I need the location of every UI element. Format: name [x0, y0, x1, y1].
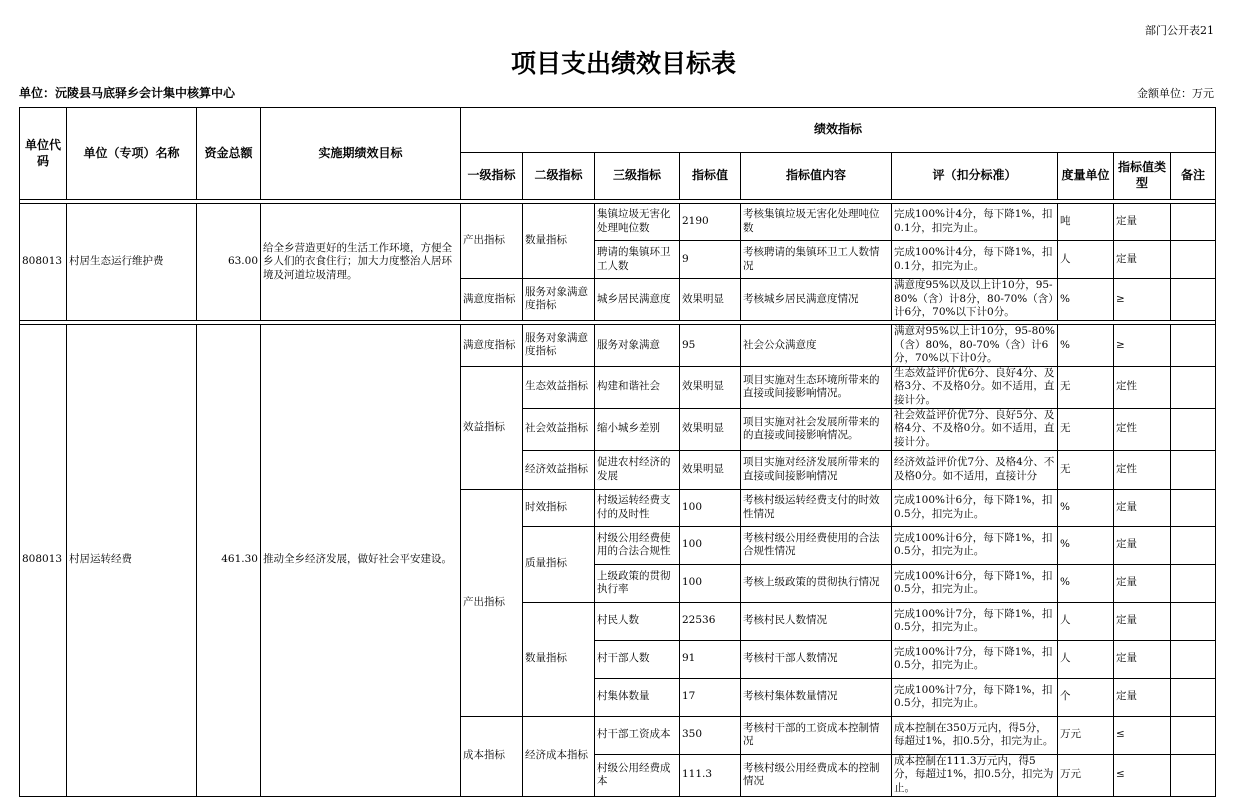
- cell-level2: 时效指标: [523, 489, 595, 526]
- cell-remark: [1171, 489, 1216, 526]
- cell-type: ≤: [1114, 716, 1171, 754]
- cell-level3: 促进农村经济的发展: [595, 450, 680, 489]
- header-content: 指标值内容: [741, 153, 892, 200]
- cell-type: 定性: [1114, 366, 1171, 408]
- cell-unit: 吨: [1058, 204, 1114, 241]
- cell-level3: 上级政策的贯彻执行率: [595, 564, 680, 602]
- cell-remark: [1171, 564, 1216, 602]
- cell-value: 111.3: [680, 754, 741, 796]
- cell-value: 效果明显: [680, 366, 741, 408]
- cell-criteria: 成本控制在350万元内，得5分，每超过1%，扣0.5分，扣完为止。: [892, 716, 1058, 754]
- cell-content: 项目实施对生态环境所带来的直接或间接影响情况。: [741, 366, 892, 408]
- cell-value: 91: [680, 640, 741, 678]
- cell-value: 100: [680, 489, 741, 526]
- cell-name: 村居生态运行维护费: [67, 204, 197, 321]
- cell-remark: [1171, 324, 1216, 366]
- cell-value: 17: [680, 678, 741, 716]
- cell-level2: 数量指标: [523, 602, 595, 716]
- cell-goal: 推动全乡经济发展，做好社会平安建设。: [261, 324, 461, 796]
- header-level3: 三级指标: [595, 153, 680, 200]
- cell-unit: %: [1058, 489, 1114, 526]
- cell-criteria: 成本控制在111.3万元内，得5分，每超过1%，扣0.5分，扣完为止。: [892, 754, 1058, 796]
- cell-name: 村居运转经费: [67, 324, 197, 796]
- cell-type: 定量: [1114, 640, 1171, 678]
- header-remark: 备注: [1171, 153, 1216, 200]
- cell-level1: 成本指标: [461, 716, 523, 796]
- cell-value: 100: [680, 564, 741, 602]
- cell-unit: 个: [1058, 678, 1114, 716]
- table-row: [20, 204, 1216, 241]
- header-level1: 一级指标: [461, 153, 523, 200]
- cell-value: 100: [680, 526, 741, 564]
- cell-value: 效果明显: [680, 408, 741, 450]
- cell-type: 定量: [1114, 526, 1171, 564]
- cell-level3: 聘请的集镇环卫工人数: [595, 241, 680, 279]
- cell-content: 考核聘请的集镇环卫工人数情况: [741, 241, 892, 279]
- cell-level3: 村集体数量: [595, 678, 680, 716]
- cell-level3: 缩小城乡差别: [595, 408, 680, 450]
- cell-level1: 满意度指标: [461, 324, 523, 366]
- cell-level1: 产出指标: [461, 204, 523, 279]
- cell-remark: [1171, 366, 1216, 408]
- cell-type: 定量: [1114, 489, 1171, 526]
- cell-content: 考核村干部的工资成本控制情况: [741, 716, 892, 754]
- cell-type: 定量: [1114, 602, 1171, 640]
- cell-type: 定性: [1114, 408, 1171, 450]
- cell-type: ≤: [1114, 754, 1171, 796]
- cell-level3: 村干部人数: [595, 640, 680, 678]
- cell-level3: 村干部工资成本: [595, 716, 680, 754]
- cell-unit: 无: [1058, 450, 1114, 489]
- cell-remark: [1171, 678, 1216, 716]
- cell-level2: 服务对象满意度指标: [523, 324, 595, 366]
- cell-unit: %: [1058, 324, 1114, 366]
- header-measure-unit: 度量单位: [1058, 153, 1114, 200]
- cell-content: 考核村级公用经费成本的控制情况: [741, 754, 892, 796]
- cell-level2: 质量指标: [523, 526, 595, 602]
- cell-value: 9: [680, 241, 741, 279]
- cell-criteria: 完成100%计6分，每下降1%，扣0.5分，扣完为止。: [892, 564, 1058, 602]
- cell-level1: 产出指标: [461, 489, 523, 716]
- header-indicators: 绩效指标: [461, 108, 1216, 153]
- cell-content: 项目实施对经济发展所带来的直接或间接影响情况: [741, 450, 892, 489]
- cell-level1: 满意度指标: [461, 279, 523, 321]
- cell-criteria: 完成100%计4分，每下降1%，扣0.1分，扣完为止。: [892, 204, 1058, 241]
- organization-unit: 单位：沅陵县马底驿乡会计集中核算中心: [19, 86, 236, 100]
- cell-type: ≥: [1114, 279, 1171, 321]
- header-total: 资金总额: [197, 108, 261, 200]
- header-level2: 二级指标: [523, 153, 595, 200]
- cell-unit: 人: [1058, 602, 1114, 640]
- cell-criteria: 完成100%计6分，每下降1%，扣0.5分，扣完为止。: [892, 526, 1058, 564]
- cell-criteria: 完成100%计6分，每下降1%，扣0.5分，扣完为止。: [892, 489, 1058, 526]
- cell-remark: [1171, 450, 1216, 489]
- cell-amount: 63.00: [197, 204, 261, 321]
- cell-criteria: 生态效益评价优6分、良好4分、及格3分、不及格0分。如不适用，直接计分。: [892, 366, 1058, 408]
- cell-criteria: 满意度95%以及以上计10分，95-80%（含）计8分，80-70%（含）计6分，70%以下计0分。: [892, 279, 1058, 321]
- cell-level2: 服务对象满意度指标: [523, 279, 595, 321]
- cell-remark: [1171, 204, 1216, 241]
- cell-content: 考核城乡居民满意度情况: [741, 279, 892, 321]
- cell-content: 考核上级政策的贯彻执行情况: [741, 564, 892, 602]
- cell-value: 效果明显: [680, 279, 741, 321]
- cell-content: 考核村级运转经费支付的时效性情况: [741, 489, 892, 526]
- cell-level2: 数量指标: [523, 204, 595, 279]
- header-goal: 实施期绩效目标: [261, 108, 461, 200]
- cell-level3: 村级公用经费成本: [595, 754, 680, 796]
- cell-code: 808013: [20, 204, 67, 321]
- cell-level1: 效益指标: [461, 366, 523, 489]
- cell-criteria: 完成100%计4分，每下降1%，扣0.1分，扣完为止。: [892, 241, 1058, 279]
- cell-unit: 无: [1058, 366, 1114, 408]
- cell-remark: [1171, 279, 1216, 321]
- cell-level2: 经济成本指标: [523, 716, 595, 796]
- cell-code: 808013: [20, 324, 67, 796]
- cell-value: 350: [680, 716, 741, 754]
- header-criteria: 评（扣分标准）: [892, 153, 1058, 200]
- cell-content: 考核村干部人数情况: [741, 640, 892, 678]
- cell-unit: 万元: [1058, 716, 1114, 754]
- cell-value: 效果明显: [680, 450, 741, 489]
- cell-criteria: 完成100%计7分，每下降1%，扣0.5分，扣完为止。: [892, 640, 1058, 678]
- cell-level2: 社会效益指标: [523, 408, 595, 450]
- cell-content: 考核村民人数情况: [741, 602, 892, 640]
- cell-unit: 人: [1058, 640, 1114, 678]
- cell-level3: 村民人数: [595, 602, 680, 640]
- cell-level3: 城乡居民满意度: [595, 279, 680, 321]
- cell-unit: 万元: [1058, 754, 1114, 796]
- cell-content: 考核村集体数量情况: [741, 678, 892, 716]
- cell-value: 2190: [680, 204, 741, 241]
- header-value-type: 指标值类型: [1114, 153, 1171, 200]
- cell-goal: 给全乡营造更好的生活工作环境，方便全乡人们的衣食住行；加大力度整治人居环境及河道垃圾清理。: [261, 204, 461, 321]
- header-name: 单位（专项）名称: [67, 108, 197, 200]
- table-row: [20, 324, 1216, 366]
- page-title: 项目支出绩效目标表: [510, 49, 736, 78]
- cell-unit: 人: [1058, 241, 1114, 279]
- money-unit: 金额单位：万元: [1137, 87, 1214, 100]
- cell-unit: %: [1058, 279, 1114, 321]
- cell-type: ≥: [1114, 324, 1171, 366]
- cell-type: 定量: [1114, 204, 1171, 241]
- cell-criteria: 社会效益评价优7分、良好5分、及格4分、不及格0分。如不适用，直接计分。: [892, 408, 1058, 450]
- cell-level2: 经济效益指标: [523, 450, 595, 489]
- cell-remark: [1171, 754, 1216, 796]
- cell-criteria: 完成100%计7分，每下降1%，扣0.5分，扣完为止。: [892, 678, 1058, 716]
- cell-level3: 集镇垃圾无害化处理吨位数: [595, 204, 680, 241]
- cell-criteria: 经济效益评价优7分、及格4分、不及格0分。如不适用，直接计分: [892, 450, 1058, 489]
- cell-criteria: 满意对95%以上计10分，95-80%（含）80%，80-70%（含）计6分，70%以下计0分。: [892, 324, 1058, 366]
- cell-level3: 村级公用经费使用的合法合规性: [595, 526, 680, 564]
- cell-remark: [1171, 716, 1216, 754]
- cell-type: 定量: [1114, 564, 1171, 602]
- cell-remark: [1171, 408, 1216, 450]
- cell-value: 95: [680, 324, 741, 366]
- cell-content: 社会公众满意度: [741, 324, 892, 366]
- report-number: 部门公开表21: [1145, 24, 1214, 37]
- cell-type: 定性: [1114, 450, 1171, 489]
- cell-unit: %: [1058, 564, 1114, 602]
- cell-level3: 构建和谐社会: [595, 366, 680, 408]
- header-value: 指标值: [680, 153, 741, 200]
- cell-value: 22536: [680, 602, 741, 640]
- cell-unit: 无: [1058, 408, 1114, 450]
- cell-level2: 生态效益指标: [523, 366, 595, 408]
- cell-content: 项目实施对社会发展所带来的的直接或间接影响情况。: [741, 408, 892, 450]
- performance-table: [19, 107, 1216, 797]
- cell-remark: [1171, 640, 1216, 678]
- header-code: 单位代码: [20, 108, 67, 200]
- cell-type: 定量: [1114, 678, 1171, 716]
- cell-remark: [1171, 602, 1216, 640]
- cell-unit: %: [1058, 526, 1114, 564]
- cell-content: 考核集镇垃圾无害化处理吨位数: [741, 204, 892, 241]
- cell-content: 考核村级公用经费使用的合法合规性情况: [741, 526, 892, 564]
- cell-criteria: 完成100%计7分，每下降1%，扣0.5分，扣完为止。: [892, 602, 1058, 640]
- cell-type: 定量: [1114, 241, 1171, 279]
- table-body: [20, 204, 1216, 797]
- cell-amount: 461.30: [197, 324, 261, 796]
- cell-remark: [1171, 241, 1216, 279]
- cell-level3: 村级运转经费支付的及时性: [595, 489, 680, 526]
- cell-level3: 服务对象满意: [595, 324, 680, 366]
- cell-remark: [1171, 526, 1216, 564]
